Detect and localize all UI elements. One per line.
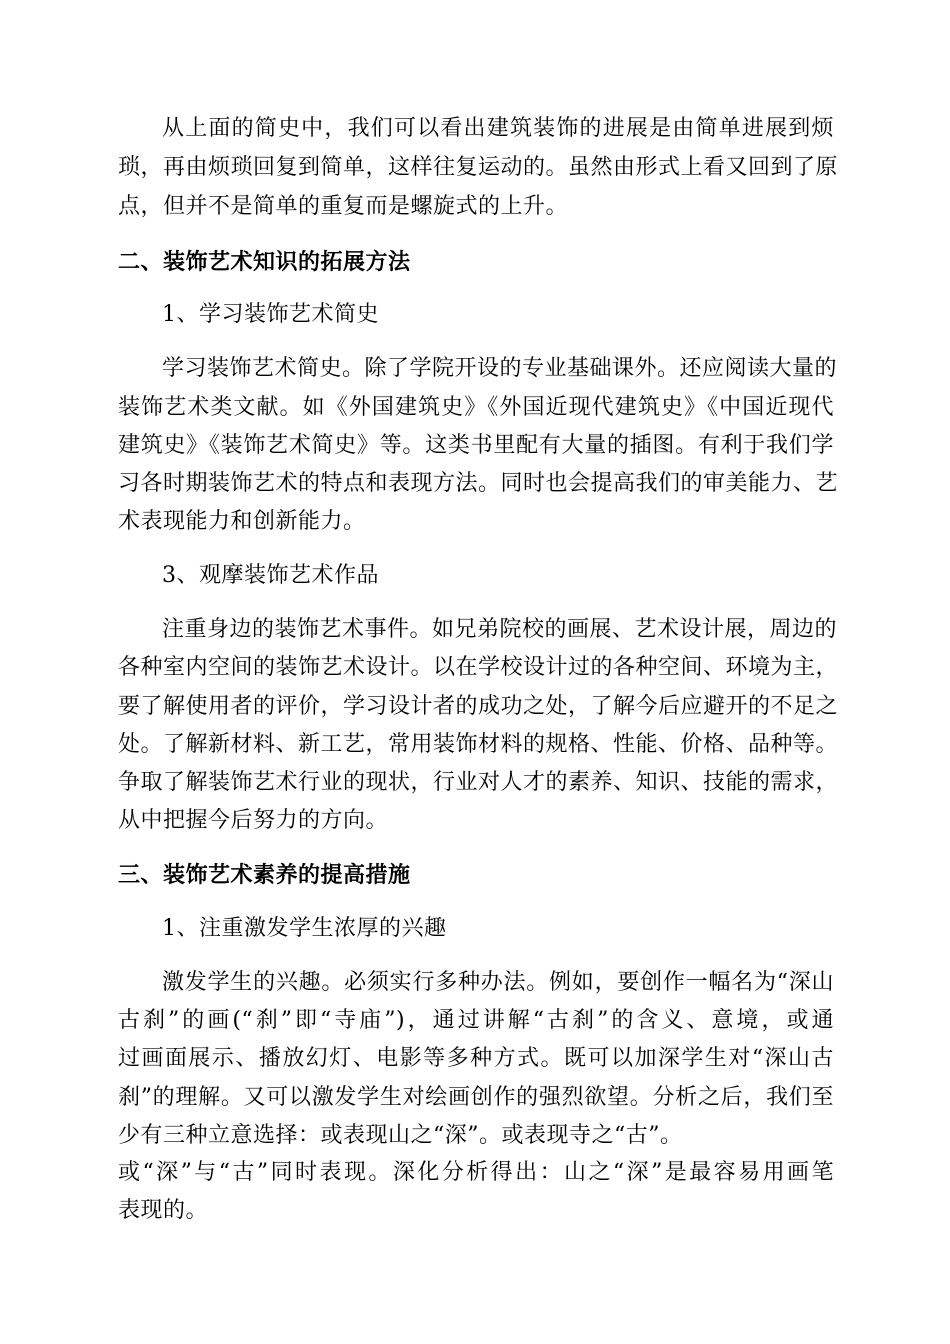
paragraph-1-line-3: 点，但并不是简单的重复而是螺旋式的上升。 bbox=[118, 194, 569, 219]
paragraph-4-line-4: 刹”的理解。又可以激发学生对绘画创作的强烈欲望。分析之后，我们至 bbox=[118, 1085, 834, 1110]
section-heading-3: 三、装饰艺术素养的提高措施 bbox=[118, 862, 411, 888]
paragraph-4-line-1: 激发学生的兴趣。必须实行多种办法。例如，要创作一幅名为“深山 bbox=[162, 970, 834, 995]
paragraph-1-line-1: 从上面的简史中，我们可以看出建筑装饰的进展是由简单进展到烦 bbox=[162, 116, 834, 141]
paragraph-2-line-5: 术表现能力和创新能力。 bbox=[118, 509, 366, 534]
paragraph-4-line-7: 表现的。 bbox=[118, 1198, 209, 1223]
paragraph-2-line-2: 装饰艺术类文献。如《外国建筑史》《外国近现代建筑史》《中国近现代 bbox=[118, 395, 834, 420]
paragraph-3-line-3: 要了解使用者的评价，学习设计者的成功之处，了解今后应避开的不足之 bbox=[118, 694, 839, 719]
paragraph-4-line-5: 少有三种立意选择：或表现山之“深”。或表现寺之“古”。 bbox=[118, 1123, 683, 1148]
section-heading-2: 二、装饰艺术知识的拓展方法 bbox=[118, 249, 411, 275]
paragraph-1-line-2: 琐，再由烦琐回复到简单，这样往复运动的。虽然由形式上看又回到了原 bbox=[118, 155, 839, 180]
paragraph-2-line-3: 建筑史》《装饰艺术简史》等。这类书里配有大量的插图。有利于我们学 bbox=[118, 433, 834, 458]
subheading-learn-history: 1、学习装饰艺术简史 bbox=[162, 302, 379, 327]
subheading-observe-works: 3、观摩装饰艺术作品 bbox=[162, 563, 379, 588]
paragraph-3-line-4: 处。了解新材料、新工艺，常用装饰材料的规格、性能、价格、品种等。 bbox=[118, 732, 839, 757]
paragraph-2-line-1: 学习装饰艺术简史。除了学院开设的专业基础课外。还应阅读大量的 bbox=[162, 356, 838, 381]
paragraph-4-line-6: 或“深”与“古”同时表现。深化分析得出：山之“深”是最容易用画笔 bbox=[118, 1160, 834, 1185]
subheading-stimulate-interest: 1、注重激发学生浓厚的兴趣 bbox=[162, 916, 447, 941]
paragraph-3-line-6: 从中把握今后努力的方向。 bbox=[118, 808, 389, 833]
paragraph-3-line-5: 争取了解装饰艺术行业的现状，行业对人才的素养、知识、技能的需求， bbox=[118, 770, 839, 795]
paragraph-4-line-2: 古刹”的画(“刹”即“寺庙”)，通过讲解“古刹”的含义、意境，或通 bbox=[118, 1008, 834, 1033]
paragraph-4-line-3: 过画面展示、播放幻灯、电影等多种方式。既可以加深学生对“深山古 bbox=[118, 1046, 834, 1071]
paragraph-2-line-4: 习各时期装饰艺术的特点和表现方法。同时也会提高我们的审美能力、艺 bbox=[118, 471, 839, 496]
paragraph-3-line-1: 注重身边的装饰艺术事件。如兄弟院校的画展、艺术设计展，周边的 bbox=[162, 617, 838, 642]
paragraph-3-line-2: 各种室内空间的装饰艺术设计。以在学校设计过的各种空间、环境为主， bbox=[118, 655, 839, 680]
